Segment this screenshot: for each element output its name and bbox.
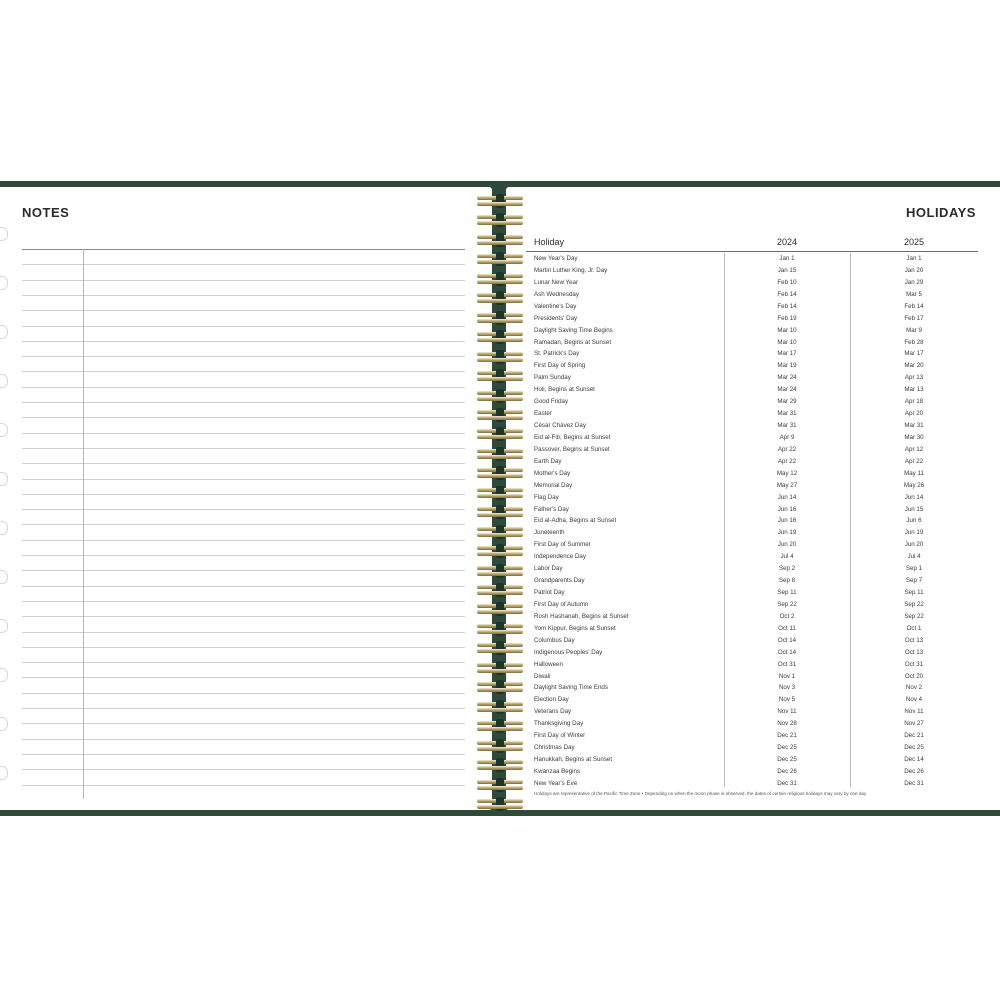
holiday-name: Good Friday bbox=[534, 398, 569, 406]
ruled-line bbox=[22, 616, 465, 617]
date-2024: Mar 19 bbox=[777, 362, 797, 370]
date-2025: Feb 28 bbox=[904, 338, 924, 346]
holiday-name: Eid al-Fitr, Begins at Sunset bbox=[534, 433, 611, 441]
date-2024: Mar 31 bbox=[777, 422, 797, 430]
spiral-ring bbox=[477, 389, 523, 403]
date-2025: Mar 17 bbox=[904, 350, 924, 358]
spiral-ring bbox=[477, 213, 523, 227]
date-2024: Oct 14 bbox=[777, 636, 797, 644]
holiday-name: Holi, Begins at Sunset bbox=[534, 386, 595, 394]
table-header-rule bbox=[526, 251, 978, 252]
date-2024: Jun 14 bbox=[777, 493, 797, 501]
holiday-name: Diwali bbox=[534, 672, 551, 680]
ruled-line bbox=[22, 601, 465, 602]
holiday-name: Patriot Day bbox=[534, 589, 565, 597]
table-row bbox=[534, 456, 974, 468]
spiral-ring bbox=[477, 486, 523, 500]
ruled-line bbox=[22, 326, 465, 327]
spiral-ring bbox=[477, 680, 523, 694]
spiral-ring bbox=[477, 661, 523, 675]
spiral-ring bbox=[477, 641, 523, 655]
date-2025: Nov 27 bbox=[904, 720, 924, 728]
spiral-ring bbox=[477, 233, 523, 247]
holiday-name: César Chávez Day bbox=[534, 422, 586, 430]
holiday-name: Martin Luther King, Jr. Day bbox=[534, 266, 608, 274]
table-row bbox=[534, 372, 974, 384]
date-2025: Apr 20 bbox=[904, 410, 924, 418]
table-row bbox=[534, 348, 974, 360]
date-2024: Dec 25 bbox=[777, 744, 797, 752]
spiral-ring bbox=[477, 719, 523, 733]
ruled-line bbox=[22, 632, 465, 633]
table-row bbox=[534, 778, 974, 790]
spiral-ring bbox=[477, 427, 523, 441]
spiral-ring bbox=[477, 602, 523, 616]
date-2025: Nov 11 bbox=[904, 708, 924, 716]
holiday-name: New Year's Day bbox=[534, 255, 578, 262]
holiday-name: First Day of Winter bbox=[534, 732, 586, 740]
spiral-ring bbox=[477, 408, 523, 422]
date-2024: Jun 16 bbox=[777, 505, 797, 513]
table-row bbox=[534, 337, 974, 349]
date-2024: Nov 5 bbox=[778, 696, 796, 704]
date-2025: Jun 6 bbox=[906, 517, 922, 525]
date-2025: Nov 4 bbox=[905, 696, 923, 704]
date-2025: Jul 4 bbox=[907, 553, 921, 561]
table-row bbox=[534, 539, 974, 551]
table-row bbox=[534, 384, 974, 396]
spiral-ring bbox=[477, 583, 523, 597]
spiral-ring bbox=[477, 330, 523, 344]
ruled-line bbox=[22, 570, 465, 571]
holiday-name: Earth Day bbox=[534, 457, 562, 465]
page-tab-notch bbox=[0, 472, 8, 486]
ruled-line bbox=[22, 509, 465, 510]
table-row bbox=[534, 408, 974, 420]
table-row bbox=[534, 253, 974, 265]
date-2024: Apr 9 bbox=[779, 433, 795, 441]
page-tab-notch bbox=[0, 668, 8, 682]
date-2024: Nov 11 bbox=[777, 708, 797, 716]
holiday-name: Ash Wednesday bbox=[534, 290, 579, 298]
date-2024: May 27 bbox=[776, 481, 798, 489]
holiday-name: Veterans Day bbox=[534, 708, 572, 716]
ruled-line bbox=[22, 433, 465, 434]
holiday-name: Grandparents Day bbox=[534, 577, 585, 585]
table-row bbox=[534, 659, 974, 671]
holiday-name: Father's Day bbox=[534, 505, 569, 513]
date-2025: Jun 15 bbox=[904, 505, 924, 513]
table-row bbox=[534, 480, 974, 492]
holiday-name: Daylight Saving Time Begins bbox=[534, 326, 613, 334]
holiday-name: Rosh Hashanah, Begins at Sunset bbox=[534, 612, 629, 620]
date-2025: Oct 31 bbox=[904, 660, 924, 668]
date-2024: Nov 1 bbox=[778, 672, 796, 680]
holiday-name: Halloween bbox=[534, 660, 563, 668]
date-2025: Mar 9 bbox=[906, 326, 922, 334]
date-2024: Oct 11 bbox=[778, 624, 796, 632]
table-row bbox=[534, 563, 974, 575]
table-row bbox=[534, 587, 974, 599]
date-2024: Dec 31 bbox=[777, 779, 797, 787]
table-row bbox=[534, 504, 974, 516]
spiral-ring bbox=[477, 505, 523, 519]
date-2024: Jun 19 bbox=[777, 529, 797, 537]
date-2025: Sep 22 bbox=[904, 612, 924, 620]
date-2024: Apr 22 bbox=[777, 445, 797, 453]
table-row bbox=[534, 551, 974, 563]
holiday-name: Columbus Day bbox=[534, 636, 575, 644]
page-tab-notch bbox=[0, 374, 8, 388]
date-2025: Feb 14 bbox=[904, 302, 924, 310]
column-header-2024: 2024 bbox=[777, 237, 798, 247]
date-2024: Jun 20 bbox=[777, 541, 797, 549]
table-row bbox=[534, 444, 974, 456]
spiral-ring bbox=[477, 291, 523, 305]
ruled-line bbox=[22, 264, 465, 265]
holiday-name: Easter bbox=[534, 410, 552, 418]
holiday-name: Yom Kippur, Begins at Sunset bbox=[534, 624, 616, 632]
notes-title: NOTES bbox=[22, 205, 70, 220]
table-row bbox=[534, 325, 974, 337]
table-row bbox=[534, 754, 974, 766]
date-2024: Feb 14 bbox=[777, 302, 797, 310]
page-tab-notch bbox=[0, 227, 8, 241]
date-2024: Nov 3 bbox=[778, 684, 796, 692]
date-2025: Jan 1 bbox=[906, 255, 922, 262]
table-row bbox=[534, 468, 974, 480]
date-2024: Mar 24 bbox=[777, 386, 797, 394]
holiday-name: Passover, Begins at Sunset bbox=[534, 445, 610, 453]
ruled-line bbox=[22, 463, 465, 464]
holiday-name: Daylight Saving Time Ends bbox=[534, 684, 608, 692]
table-row bbox=[534, 706, 974, 718]
table-row bbox=[534, 671, 974, 683]
spiral-ring bbox=[477, 447, 523, 461]
date-2025: Sep 11 bbox=[904, 589, 924, 597]
spiral-ring bbox=[477, 739, 523, 753]
ruled-line bbox=[22, 754, 465, 755]
page-tab-notch bbox=[0, 276, 8, 290]
date-2024: Nov 28 bbox=[777, 720, 797, 728]
notes-ruled-lines bbox=[22, 249, 465, 799]
table-row bbox=[534, 730, 974, 742]
holiday-name: Juneteenth bbox=[534, 529, 565, 537]
ruled-line bbox=[22, 555, 465, 556]
holiday-name: Mother's Day bbox=[534, 469, 571, 477]
ruled-line bbox=[22, 341, 465, 342]
spiral-ring bbox=[477, 525, 523, 539]
table-row bbox=[534, 515, 974, 527]
date-2024: Feb 19 bbox=[777, 314, 797, 322]
table-row bbox=[534, 265, 974, 277]
ruled-line bbox=[22, 586, 465, 587]
spiral-ring bbox=[477, 194, 523, 208]
spiral-ring bbox=[477, 252, 523, 266]
date-2025: Mar 13 bbox=[904, 386, 924, 394]
table-row bbox=[534, 432, 974, 444]
date-2025: Dec 14 bbox=[904, 756, 924, 764]
holiday-name: Lunar New Year bbox=[534, 278, 579, 286]
holiday-name: Kwanzaa Begins bbox=[534, 767, 581, 775]
spiral-ring bbox=[477, 700, 523, 714]
ruled-line bbox=[22, 647, 465, 648]
ruled-line bbox=[22, 417, 465, 418]
ruled-line bbox=[22, 723, 465, 724]
date-2024: Dec 26 bbox=[777, 767, 797, 775]
date-2024: Sep 22 bbox=[777, 600, 797, 608]
holiday-name: First Day of Autumn bbox=[534, 600, 589, 608]
ruled-line bbox=[22, 356, 465, 357]
table-row bbox=[534, 742, 974, 754]
date-2024: Mar 24 bbox=[777, 374, 797, 382]
holiday-name: Election Day bbox=[534, 696, 569, 704]
ruled-line bbox=[22, 677, 465, 678]
date-2025: Jun 14 bbox=[904, 493, 924, 501]
date-2025: Oct 13 bbox=[904, 648, 924, 656]
date-2024: Jun 16 bbox=[777, 517, 797, 525]
ruled-line bbox=[22, 387, 465, 388]
table-row bbox=[534, 575, 974, 587]
date-2024: Dec 25 bbox=[777, 756, 797, 764]
ruled-line bbox=[22, 662, 465, 663]
table-row bbox=[534, 420, 974, 432]
page-tab-notch bbox=[0, 766, 8, 780]
holidays-title: HOLIDAYS bbox=[906, 205, 976, 220]
ruled-line bbox=[22, 249, 465, 250]
date-2025: Jan 20 bbox=[904, 266, 924, 274]
date-2025: Jun 20 bbox=[904, 541, 924, 549]
table-row bbox=[534, 277, 974, 289]
holiday-name: Christmas Day bbox=[534, 744, 575, 752]
date-2025: Feb 17 bbox=[904, 314, 924, 322]
date-2025: Mar 31 bbox=[904, 422, 924, 430]
date-2025: Apr 18 bbox=[904, 398, 924, 406]
column-header-2025: 2025 bbox=[904, 237, 925, 247]
table-row bbox=[534, 289, 974, 301]
date-2025: Apr 12 bbox=[904, 445, 924, 453]
date-2025: May 11 bbox=[904, 469, 924, 477]
date-2025: Apr 13 bbox=[904, 374, 924, 382]
page-tab-notch bbox=[0, 570, 8, 584]
spiral-ring bbox=[477, 778, 523, 792]
spiral-ring bbox=[477, 350, 523, 364]
table-row bbox=[534, 492, 974, 504]
table-row bbox=[534, 360, 974, 372]
holiday-name: First Day of Spring bbox=[534, 362, 586, 370]
table-footnote: Holidays are representative of the Pacific Time Zone • Depending on when the moon phase is observed, the dates of certain religious holidays may vary by one day bbox=[534, 791, 867, 796]
ruled-line bbox=[22, 739, 465, 740]
spiral-ring bbox=[477, 797, 523, 811]
table-row bbox=[534, 527, 974, 539]
table-row bbox=[534, 313, 974, 325]
date-2025: Oct 13 bbox=[904, 636, 924, 644]
page-tab-notch bbox=[0, 423, 8, 437]
date-2025: Dec 26 bbox=[904, 767, 924, 775]
date-2024: Feb 10 bbox=[777, 278, 797, 286]
holiday-name: Indigenous Peoples' Day bbox=[534, 648, 603, 656]
date-2024: Mar 10 bbox=[777, 338, 797, 346]
date-2025: Mar 30 bbox=[904, 433, 924, 441]
holiday-name: Flag Day bbox=[534, 493, 559, 501]
date-2025: Mar 5 bbox=[906, 290, 922, 298]
date-2025: Sep 1 bbox=[905, 565, 923, 573]
page-tab-notch bbox=[0, 619, 8, 633]
table-row bbox=[534, 396, 974, 408]
table-row bbox=[534, 682, 974, 694]
ruled-line bbox=[22, 708, 465, 709]
date-2025: Sep 22 bbox=[904, 600, 924, 608]
ruled-line bbox=[22, 402, 465, 403]
holiday-name: Eid al-Adha, Begins at Sunset bbox=[534, 517, 617, 525]
date-2024: Sep 11 bbox=[777, 589, 797, 597]
table-row bbox=[534, 694, 974, 706]
date-2025: Oct 1 bbox=[906, 624, 922, 632]
table-row bbox=[534, 301, 974, 313]
page-tab-notch bbox=[0, 521, 8, 535]
holiday-name: New Year's Eve bbox=[534, 779, 578, 787]
date-2024: Dec 21 bbox=[777, 732, 797, 740]
ruled-line bbox=[22, 693, 465, 694]
table-row bbox=[534, 623, 974, 635]
date-2024: Oct 14 bbox=[777, 648, 797, 656]
date-2024: Mar 31 bbox=[777, 410, 797, 418]
margin-line bbox=[83, 249, 84, 799]
page-tab-notch bbox=[0, 325, 8, 339]
date-2025: Oct 20 bbox=[904, 672, 924, 680]
date-2025: Nov 2 bbox=[905, 684, 923, 692]
ruled-line bbox=[22, 769, 465, 770]
holiday-name: Hanukkah, Begins at Sunset bbox=[534, 756, 613, 764]
holiday-name: Memorial Day bbox=[534, 481, 573, 489]
holiday-name: First Day of Summer bbox=[534, 541, 591, 549]
column-header-holiday: Holiday bbox=[534, 237, 565, 247]
date-2024: Jan 15 bbox=[777, 266, 797, 274]
spiral-ring bbox=[477, 369, 523, 383]
date-2024: May 12 bbox=[776, 469, 798, 477]
date-2025: Jan 29 bbox=[904, 278, 924, 286]
ruled-line bbox=[22, 310, 465, 311]
date-2024: Mar 10 bbox=[777, 326, 797, 334]
holiday-name: Labor Day bbox=[534, 565, 563, 573]
spiral-ring bbox=[477, 758, 523, 772]
page-tab-notch bbox=[0, 717, 8, 731]
date-2024: Sep 2 bbox=[778, 565, 796, 573]
date-2025: Sep 7 bbox=[905, 577, 923, 585]
ruled-line bbox=[22, 524, 465, 525]
spiral-ring bbox=[477, 272, 523, 286]
holiday-name: Ramadan, Begins at Sunset bbox=[534, 338, 612, 346]
date-2024: Sep 8 bbox=[778, 577, 796, 585]
date-2024: Apr 22 bbox=[777, 457, 797, 465]
date-2024: Mar 17 bbox=[777, 350, 797, 358]
date-2025: Mar 20 bbox=[904, 362, 924, 370]
holiday-name: Thanksgiving Day bbox=[534, 720, 584, 728]
date-2025: Dec 31 bbox=[904, 779, 924, 787]
holiday-name: St. Patrick's Day bbox=[534, 350, 580, 358]
ruled-line bbox=[22, 494, 465, 495]
date-2025: Apr 22 bbox=[904, 457, 924, 465]
date-2024: Oct 2 bbox=[779, 612, 795, 620]
table-row bbox=[534, 718, 974, 730]
date-2024: Jan 1 bbox=[779, 255, 795, 262]
ruled-line bbox=[22, 785, 465, 786]
spiral-ring bbox=[477, 622, 523, 636]
date-2025: May 26 bbox=[903, 481, 925, 489]
date-2025: Jun 19 bbox=[904, 529, 924, 537]
date-2025: Dec 21 bbox=[904, 732, 924, 740]
spiral-ring bbox=[477, 466, 523, 480]
table-row bbox=[534, 611, 974, 623]
table-row bbox=[534, 647, 974, 659]
table-row bbox=[534, 635, 974, 647]
spiral-ring bbox=[477, 564, 523, 578]
spiral-ring bbox=[477, 544, 523, 558]
ruled-line bbox=[22, 448, 465, 449]
spiral-ring bbox=[477, 311, 523, 325]
ruled-line bbox=[22, 540, 465, 541]
ruled-line bbox=[22, 295, 465, 296]
holiday-name: Valentine's Day bbox=[534, 302, 577, 310]
date-2024: Feb 14 bbox=[777, 290, 797, 298]
ruled-line bbox=[22, 371, 465, 372]
ruled-line bbox=[22, 479, 465, 480]
ruled-line bbox=[22, 280, 465, 281]
date-2024: Jul 4 bbox=[780, 553, 794, 561]
holiday-name: Palm Sunday bbox=[534, 374, 571, 382]
table-row bbox=[534, 766, 974, 778]
date-2024: Mar 29 bbox=[777, 398, 797, 406]
holiday-name: Presidents' Day bbox=[534, 314, 578, 322]
holiday-name: Independence Day bbox=[534, 553, 586, 561]
table-row bbox=[534, 599, 974, 611]
date-2024: Oct 31 bbox=[777, 660, 797, 668]
date-2025: Dec 25 bbox=[904, 744, 924, 752]
